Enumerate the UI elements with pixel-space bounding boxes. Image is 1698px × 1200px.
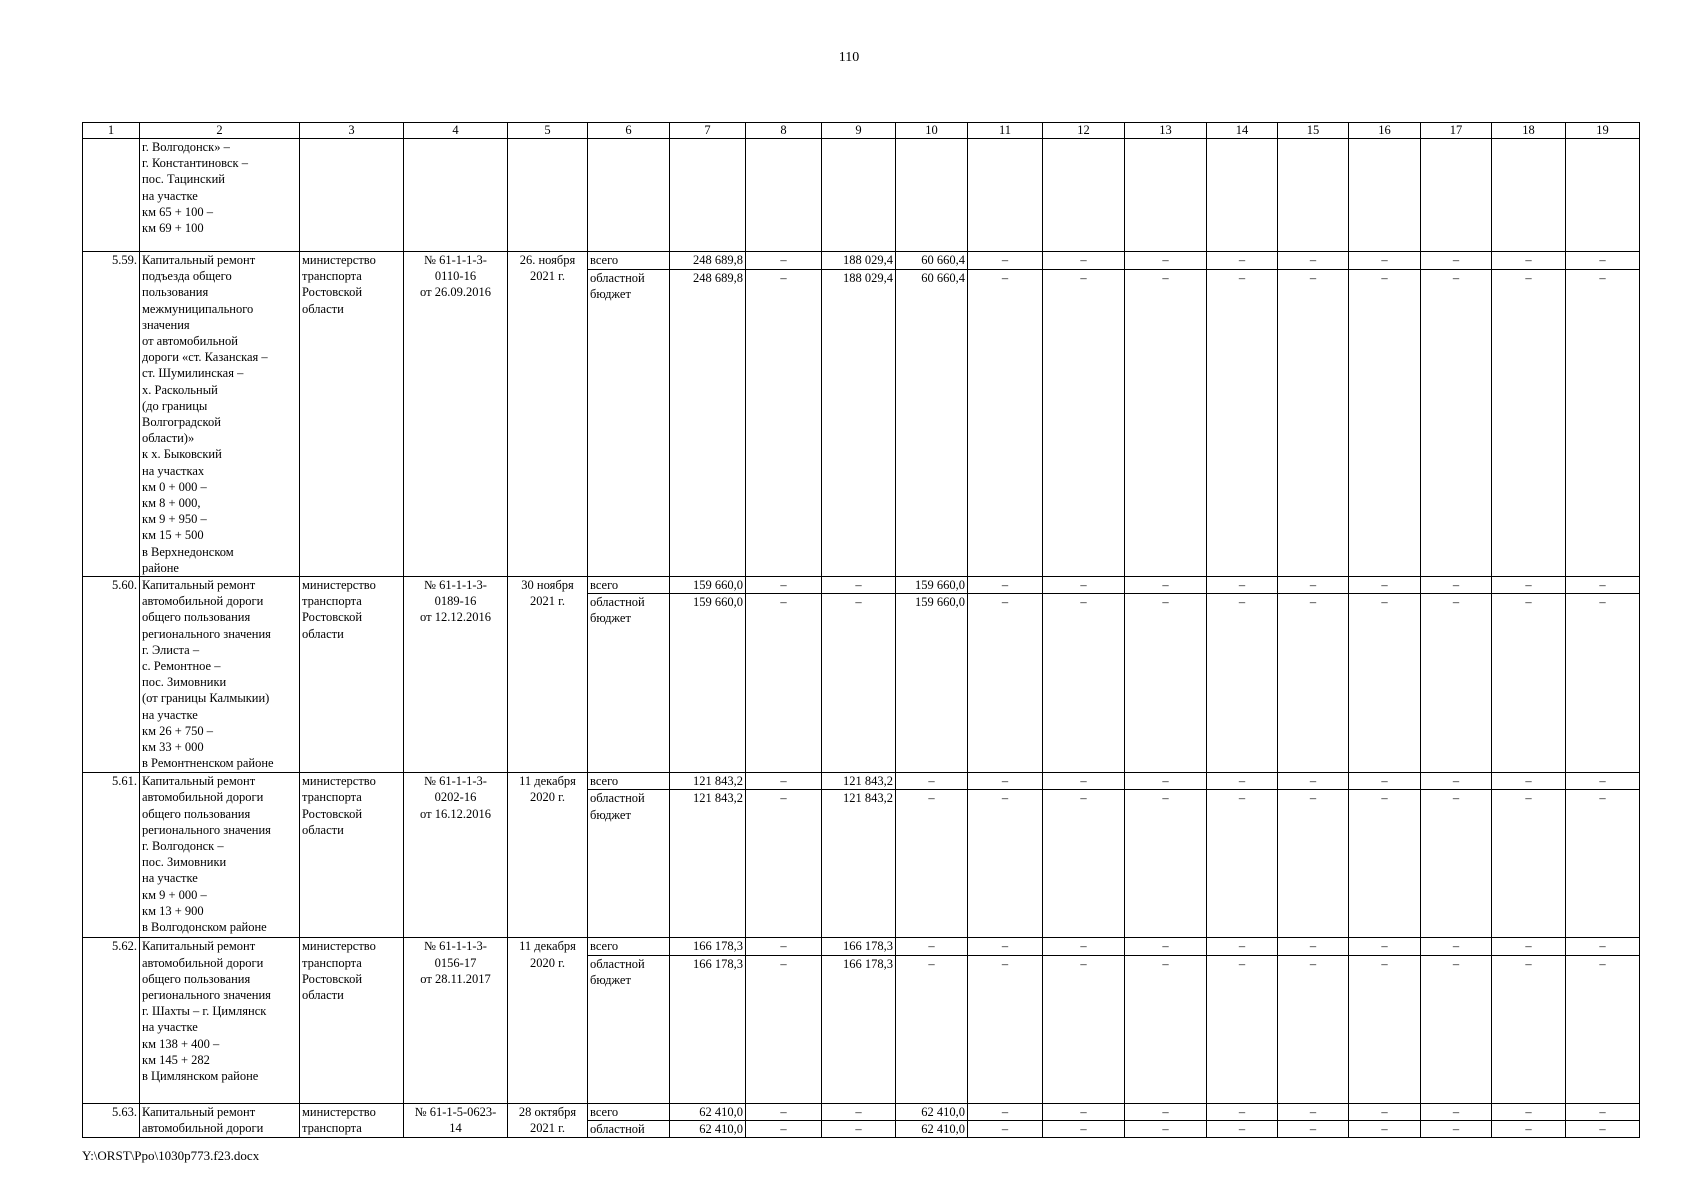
- amount-cell: –: [1278, 955, 1349, 1103]
- document-cell: № 61-1-1-3- 0202-16 от 16.12.2016: [404, 773, 508, 938]
- amount-cell: –: [1566, 577, 1640, 594]
- entry-row-total: [83, 252, 1640, 270]
- amount-cell: –: [746, 1103, 822, 1120]
- amount-cell: –: [1043, 1103, 1125, 1120]
- road-name-cell: Капитальный ремонт автомобильной дороги общего пользования регионального значения г. Волгодонск – пос. Зимовники на участке км 9 + 000 – км 13 + 900 в Волгодонском районе: [140, 773, 300, 938]
- amount-cell: –: [1278, 1120, 1349, 1137]
- amount-cell: 121 843,2: [670, 773, 746, 790]
- amount-cell: –: [746, 955, 822, 1103]
- amount-cell: –: [1278, 577, 1349, 594]
- amount-cell: –: [746, 269, 822, 576]
- amount-cell: –: [1492, 790, 1566, 938]
- entry-number: 5.62.: [83, 938, 140, 1103]
- column-header: 18: [1492, 123, 1566, 139]
- amount-cell: –: [1349, 955, 1421, 1103]
- amount-cell: 159 660,0: [896, 594, 968, 773]
- amount-cell: –: [1043, 252, 1125, 270]
- amount-cell: –: [896, 938, 968, 955]
- column-header: 2: [140, 123, 300, 139]
- page-number: 110: [838, 50, 860, 65]
- amount-cell: –: [1492, 269, 1566, 576]
- column-header: 16: [1349, 123, 1421, 139]
- amount-cell: –: [1566, 790, 1640, 938]
- document-cell: № 61-1-1-3- 0189-16 от 12.12.2016: [404, 577, 508, 773]
- organization-cell: министерство транспорта Ростовской области: [300, 773, 404, 938]
- entry-number: 5.63.: [83, 1103, 140, 1137]
- amount-cell: –: [968, 1103, 1043, 1120]
- amount-cell: 159 660,0: [896, 577, 968, 594]
- entry-number: 5.61.: [83, 773, 140, 938]
- amount-cell: –: [1566, 594, 1640, 773]
- completion-date-cell: 11 декабря 2020 г.: [508, 938, 588, 1103]
- amount-cell: –: [1421, 790, 1492, 938]
- amount-cell: –: [1566, 773, 1640, 790]
- document-cell: № 61-1-5-0623- 14: [404, 1103, 508, 1137]
- amount-cell: –: [1125, 955, 1207, 1103]
- program-table: [82, 122, 1640, 1138]
- amount-cell: –: [968, 938, 1043, 955]
- completion-date-cell: 30 ноября 2021 г.: [508, 577, 588, 773]
- amount-cell: –: [1043, 577, 1125, 594]
- amount-cell: –: [1043, 938, 1125, 955]
- amount-cell: –: [1492, 594, 1566, 773]
- amount-cell: –: [1421, 955, 1492, 1103]
- amount-cell: –: [1278, 594, 1349, 773]
- column-header: 13: [1125, 123, 1207, 139]
- funding-source-cell: областной: [588, 1120, 670, 1137]
- continuation-row: [83, 139, 1640, 252]
- amount-cell: –: [1492, 1103, 1566, 1120]
- num-cell: [83, 139, 140, 252]
- amount-cell: –: [1043, 955, 1125, 1103]
- organization-cell: министерство транспорта: [300, 1103, 404, 1137]
- amount-cell: 62 410,0: [896, 1120, 968, 1137]
- amount-cell: –: [968, 252, 1043, 270]
- amount-cell: –: [1349, 594, 1421, 773]
- amount-cell: –: [1278, 269, 1349, 576]
- amount-cell: 121 843,2: [822, 773, 896, 790]
- amount-cell: –: [1125, 1120, 1207, 1137]
- amount-cell: –: [1421, 773, 1492, 790]
- amount-cell: –: [1125, 773, 1207, 790]
- amount-cell: 166 178,3: [670, 955, 746, 1103]
- amount-cell: –: [746, 790, 822, 938]
- document-cell: № 61-1-1-3- 0110-16 от 26.09.2016: [404, 252, 508, 577]
- amount-cell: –: [1349, 252, 1421, 270]
- amount-cell: –: [1125, 594, 1207, 773]
- amount-cell: 248 689,8: [670, 269, 746, 576]
- column-header: 4: [404, 123, 508, 139]
- column-header: 1: [83, 123, 140, 139]
- amount-cell: –: [896, 790, 968, 938]
- document-cell: № 61-1-1-3- 0156-17 от 28.11.2017: [404, 938, 508, 1103]
- entry-row-total: [83, 1103, 1640, 1120]
- amount-cell: 121 843,2: [822, 790, 896, 938]
- amount-cell: –: [968, 773, 1043, 790]
- amount-cell: –: [1349, 773, 1421, 790]
- amount-cell: –: [1566, 269, 1640, 576]
- amount-cell: –: [1492, 252, 1566, 270]
- amount-cell: –: [1566, 1120, 1640, 1137]
- funding-source-cell: областной бюджет: [588, 790, 670, 938]
- funding-source-cell: всего: [588, 1103, 670, 1120]
- amount-cell: 121 843,2: [670, 790, 746, 938]
- organization-cell: министерство транспорта Ростовской области: [300, 252, 404, 577]
- amount-cell: –: [1125, 1103, 1207, 1120]
- amount-cell: –: [1207, 938, 1278, 955]
- entry-row-total: [83, 938, 1640, 955]
- column-header: 5: [508, 123, 588, 139]
- entry-row-total: [83, 577, 1640, 594]
- road-name-cell: Капитальный ремонт подъезда общего пользования межмуниципального значения от автомобильной дороги «ст. Казанская – ст. Шумилинская – х. Раскольный (до границы Волгоградской области)» к х. Быковский на участках км 0 + 000 – км 8 + 000, км 9 + 950 – км 15 + 500 в Верхнедонском районе: [140, 252, 300, 577]
- amount-cell: –: [746, 1120, 822, 1137]
- funding-source-cell: всего: [588, 577, 670, 594]
- funding-source-cell: всего: [588, 252, 670, 270]
- amount-cell: 159 660,0: [670, 594, 746, 773]
- completion-date-cell: 28 октября 2021 г.: [508, 1103, 588, 1137]
- amount-cell: –: [968, 269, 1043, 576]
- entry-number: 5.60.: [83, 577, 140, 773]
- amount-cell: –: [1492, 1120, 1566, 1137]
- amount-cell: –: [746, 773, 822, 790]
- column-header: 15: [1278, 123, 1349, 139]
- column-header: 9: [822, 123, 896, 139]
- funding-source-cell: областной бюджет: [588, 955, 670, 1103]
- funding-source-cell: областной бюджет: [588, 594, 670, 773]
- amount-cell: –: [1349, 1103, 1421, 1120]
- amount-cell: –: [1566, 955, 1640, 1103]
- amount-cell: 62 410,0: [896, 1103, 968, 1120]
- amount-cell: –: [1566, 1103, 1640, 1120]
- amount-cell: –: [968, 577, 1043, 594]
- road-name-cell: Капитальный ремонт автомобильной дороги общего пользования регионального значения г. Элиста – с. Ремонтное – пос. Зимовники (от границы Калмыкии) на участке км 26 + 750 – км 33 + 000 в Ремонтненском районе: [140, 577, 300, 773]
- amount-cell: –: [1492, 773, 1566, 790]
- amount-cell: –: [1278, 790, 1349, 938]
- amount-cell: –: [1207, 790, 1278, 938]
- amount-cell: –: [1421, 269, 1492, 576]
- amount-cell: –: [1207, 252, 1278, 270]
- amount-cell: –: [1349, 577, 1421, 594]
- amount-cell: –: [746, 594, 822, 773]
- amount-cell: –: [1125, 790, 1207, 938]
- amount-cell: –: [1125, 252, 1207, 270]
- amount-cell: –: [1421, 594, 1492, 773]
- amount-cell: –: [1207, 1120, 1278, 1137]
- amount-cell: –: [822, 594, 896, 773]
- completion-date-cell: 11 декабря 2020 г.: [508, 773, 588, 938]
- amount-cell: 159 660,0: [670, 577, 746, 594]
- amount-cell: –: [1207, 594, 1278, 773]
- amount-cell: –: [1421, 1103, 1492, 1120]
- amount-cell: –: [1207, 773, 1278, 790]
- amount-cell: –: [968, 594, 1043, 773]
- amount-cell: –: [822, 1103, 896, 1120]
- amount-cell: –: [968, 1120, 1043, 1137]
- amount-cell: 166 178,3: [670, 938, 746, 955]
- column-header: 19: [1566, 123, 1640, 139]
- column-header: 10: [896, 123, 968, 139]
- funding-source-cell: всего: [588, 773, 670, 790]
- amount-cell: –: [1421, 1120, 1492, 1137]
- funding-source-cell: областной бюджет: [588, 269, 670, 576]
- completion-date-cell: 26. ноября 2021 г.: [508, 252, 588, 577]
- amount-cell: –: [1278, 773, 1349, 790]
- amount-cell: –: [1566, 252, 1640, 270]
- header-row: [83, 123, 1640, 139]
- amount-cell: –: [1043, 594, 1125, 773]
- road-name-cell: Капитальный ремонт автомобильной дороги: [140, 1103, 300, 1137]
- amount-cell: –: [968, 790, 1043, 938]
- file-path: Y:\ORST\Ppo\1030p773.f23.docx: [82, 1148, 260, 1163]
- amount-cell: 62 410,0: [670, 1120, 746, 1137]
- amount-cell: –: [1349, 790, 1421, 938]
- amount-cell: –: [1421, 938, 1492, 955]
- amount-cell: –: [1278, 1103, 1349, 1120]
- amount-cell: –: [746, 252, 822, 270]
- amount-cell: 188 029,4: [822, 252, 896, 270]
- column-header: 6: [588, 123, 670, 139]
- amount-cell: –: [1043, 1120, 1125, 1137]
- entry-row-total: [83, 773, 1640, 790]
- amount-cell: –: [1125, 269, 1207, 576]
- amount-cell: –: [1492, 955, 1566, 1103]
- amount-cell: –: [1278, 252, 1349, 270]
- amount-cell: –: [746, 938, 822, 955]
- amount-cell: –: [1043, 790, 1125, 938]
- amount-cell: –: [1207, 955, 1278, 1103]
- amount-cell: 188 029,4: [822, 269, 896, 576]
- column-header: 17: [1421, 123, 1492, 139]
- road-name-cell: Капитальный ремонт автомобильной дороги общего пользования регионального значения г. Шахты – г. Цимлянск на участке км 138 + 400 – км 145 + 282 в Цимлянском районе: [140, 938, 300, 1103]
- column-header: 12: [1043, 123, 1125, 139]
- amount-cell: –: [1125, 577, 1207, 594]
- entry-number: 5.59.: [83, 252, 140, 577]
- amount-cell: –: [968, 955, 1043, 1103]
- amount-cell: –: [1349, 938, 1421, 955]
- amount-cell: 62 410,0: [670, 1103, 746, 1120]
- amount-cell: 60 660,4: [896, 252, 968, 270]
- amount-cell: 248 689,8: [670, 252, 746, 270]
- amount-cell: –: [896, 773, 968, 790]
- amount-cell: –: [1349, 269, 1421, 576]
- column-header: 7: [670, 123, 746, 139]
- column-header: 8: [746, 123, 822, 139]
- amount-cell: –: [1125, 938, 1207, 955]
- amount-cell: –: [1043, 773, 1125, 790]
- amount-cell: –: [1566, 938, 1640, 955]
- amount-cell: –: [1207, 269, 1278, 576]
- organization-cell: министерство транспорта Ростовской области: [300, 938, 404, 1103]
- funding-source-cell: всего: [588, 938, 670, 955]
- column-header: 11: [968, 123, 1043, 139]
- amount-cell: –: [1421, 252, 1492, 270]
- column-header: 14: [1207, 123, 1278, 139]
- road-name-cell: г. Волгодонск» – г. Константиновск – пос. Тацинский на участке км 65 + 100 – км 69 + 100: [140, 139, 300, 252]
- amount-cell: –: [896, 955, 968, 1103]
- amount-cell: –: [1207, 1103, 1278, 1120]
- amount-cell: –: [1207, 577, 1278, 594]
- amount-cell: –: [1349, 1120, 1421, 1137]
- amount-cell: 60 660,4: [896, 269, 968, 576]
- amount-cell: –: [822, 577, 896, 594]
- amount-cell: –: [1278, 938, 1349, 955]
- amount-cell: –: [1492, 938, 1566, 955]
- amount-cell: –: [1043, 269, 1125, 576]
- amount-cell: –: [822, 1120, 896, 1137]
- amount-cell: –: [1492, 577, 1566, 594]
- column-header: 3: [300, 123, 404, 139]
- amount-cell: 166 178,3: [822, 955, 896, 1103]
- amount-cell: 166 178,3: [822, 938, 896, 955]
- organization-cell: министерство транспорта Ростовской области: [300, 577, 404, 773]
- amount-cell: –: [1421, 577, 1492, 594]
- amount-cell: –: [746, 577, 822, 594]
